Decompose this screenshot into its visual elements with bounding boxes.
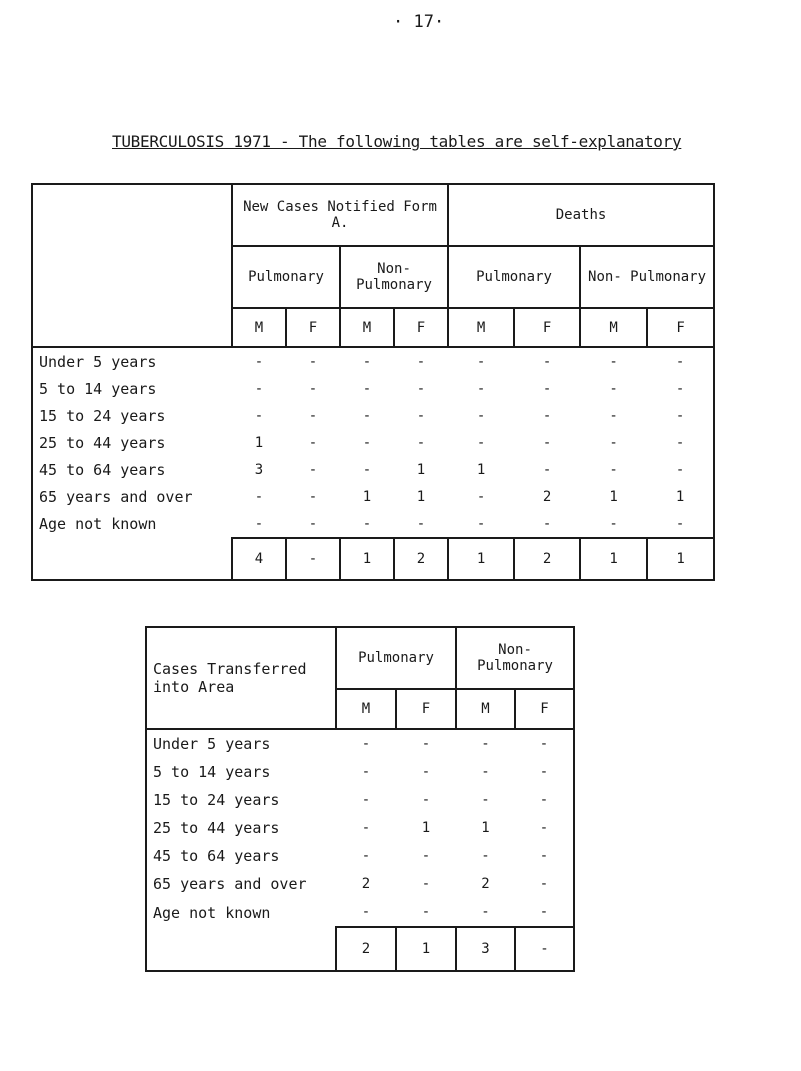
cell: - [308, 353, 318, 370]
cell: - [361, 764, 371, 780]
row-label: Age not known [153, 903, 271, 922]
cell: - [362, 380, 372, 397]
cell: - [675, 434, 685, 451]
row-label: Age not known [39, 515, 157, 533]
cell: - [476, 515, 486, 532]
row-label: Under 5 years [153, 735, 271, 753]
cell: - [539, 764, 549, 780]
cell: - [308, 488, 318, 505]
cell: 1 [416, 461, 426, 478]
cell: - [609, 461, 618, 478]
cell: - [609, 380, 618, 397]
cell: - [675, 380, 685, 397]
row-label: 15 to 24 years [153, 791, 280, 809]
row-label: 25 to 44 years [153, 819, 280, 837]
cell: - [362, 461, 372, 478]
row-label-header [32, 184, 232, 347]
cell: - [609, 515, 618, 532]
cell: - [609, 353, 618, 370]
cell: - [254, 407, 264, 424]
total-cell: 3 [456, 927, 515, 971]
mf-header: M [336, 689, 396, 729]
cell: 1 [609, 488, 618, 505]
total-cell: 1 [647, 538, 714, 580]
table-row [146, 814, 574, 842]
cell: - [481, 792, 490, 808]
cell: - [308, 380, 318, 397]
cell: - [416, 515, 426, 532]
mf-header: F [647, 308, 714, 347]
table-row [32, 347, 714, 375]
mf-header: F [515, 689, 574, 729]
mf-header: M [448, 308, 514, 347]
cell: - [539, 848, 549, 864]
cell: - [308, 461, 318, 478]
table-row [32, 402, 714, 429]
cell: - [254, 515, 264, 532]
transferred-title: Cases Transferred into Area [146, 627, 336, 729]
cell: - [609, 407, 618, 424]
cell: 2 [481, 876, 490, 892]
cell: - [539, 820, 549, 836]
row-label: Under 5 years [39, 352, 157, 371]
table-row [146, 842, 574, 870]
new-cases-header: New Cases Notified Form A. [232, 184, 448, 246]
mf-header: F [396, 689, 456, 729]
cell: - [362, 434, 372, 451]
cell: - [675, 461, 685, 478]
total-cell: 2 [514, 538, 580, 580]
table-row [32, 510, 714, 538]
table-row [32, 456, 714, 483]
cell: 3 [254, 461, 264, 478]
mf-header: F [514, 308, 580, 347]
cell: 2 [361, 876, 371, 892]
total-cell: 1 [580, 538, 647, 580]
totals-label [146, 927, 336, 971]
t2-non-pulmonary-header: Non- Pulmonary [456, 627, 574, 689]
mf-header: M [580, 308, 647, 347]
table-row [146, 758, 574, 786]
cell: 2 [542, 488, 552, 505]
row-label: 25 to 44 years [39, 433, 166, 452]
cell: - [675, 407, 685, 424]
total-cell: 4 [232, 538, 286, 580]
cell: 1 [675, 488, 685, 505]
table-row [32, 429, 714, 456]
cell: - [481, 904, 490, 920]
cell: - [421, 848, 431, 864]
cell: - [675, 515, 685, 532]
cell: - [361, 736, 371, 752]
cell: - [542, 407, 552, 424]
page-number: · 17· [393, 12, 445, 32]
cell: - [481, 736, 490, 752]
total-cell: - [286, 538, 340, 580]
cell: - [421, 904, 431, 920]
page-heading: TUBERCULOSIS 1971 - The following tables are self-explanatory [112, 132, 682, 151]
cell: - [476, 353, 486, 370]
table-row [146, 729, 574, 758]
cell: - [542, 434, 552, 451]
row-label: 45 to 64 years [39, 460, 166, 479]
deaths-pulmonary-header: Pulmonary [448, 246, 580, 308]
cell: - [361, 848, 371, 864]
cell: - [361, 820, 371, 836]
table-row [146, 898, 574, 927]
table-row [32, 483, 714, 510]
cell: 1 [416, 488, 426, 505]
cell: - [362, 407, 372, 424]
cell: - [362, 353, 372, 370]
cell: - [421, 876, 431, 892]
cell: - [481, 848, 490, 864]
cell: - [542, 515, 552, 532]
cases-pulmonary-header: Pulmonary [232, 246, 340, 308]
cell: - [254, 488, 264, 505]
cell: 1 [476, 461, 486, 478]
row-label: 45 to 64 years [153, 847, 280, 865]
cell: - [476, 380, 486, 397]
cell: - [542, 461, 552, 478]
cell: 1 [362, 488, 372, 505]
total-cell: - [515, 927, 574, 971]
cell: 1 [421, 820, 431, 836]
row-label: 65 years and over [39, 487, 193, 506]
row-label: 15 to 24 years [39, 406, 166, 425]
cell: - [476, 488, 486, 505]
cell: - [416, 434, 426, 451]
notifications-deaths-table [31, 183, 715, 581]
cell: - [539, 904, 549, 920]
cell: - [254, 353, 264, 370]
total-cell: 1 [396, 927, 456, 971]
total-cell: 2 [394, 538, 448, 580]
cell: - [308, 407, 318, 424]
cell: - [476, 407, 486, 424]
cell: - [542, 380, 552, 397]
cell: 1 [254, 434, 264, 451]
row-label: 5 to 14 years [39, 379, 157, 398]
cell: - [542, 353, 552, 370]
cell: - [539, 736, 549, 752]
cell: - [609, 434, 618, 451]
cases-transferred-table [145, 626, 575, 972]
cell: - [254, 380, 264, 397]
cell: - [416, 380, 426, 397]
cell: - [308, 515, 318, 532]
cell: - [421, 792, 431, 808]
cell: - [421, 764, 431, 780]
deaths-non-pulmonary-header: Non- Pulmonary [580, 246, 714, 308]
table-row [32, 375, 714, 402]
cell: - [539, 876, 549, 892]
totals-row [146, 927, 574, 971]
total-cell: 2 [336, 927, 396, 971]
totals-row [32, 538, 714, 580]
cell: - [476, 434, 486, 451]
cell: - [416, 407, 426, 424]
mf-header: M [232, 308, 286, 347]
cell: 1 [481, 820, 490, 836]
cell: - [421, 736, 431, 752]
cases-non-pulmonary-header: Non- Pulmonary [340, 246, 448, 308]
cell: - [539, 792, 549, 808]
cell: - [308, 434, 318, 451]
row-label: 5 to 14 years [153, 763, 271, 781]
mf-header: F [286, 308, 340, 347]
total-cell: 1 [448, 538, 514, 580]
cell: - [362, 515, 372, 532]
total-cell: 1 [340, 538, 394, 580]
mf-header: M [340, 308, 394, 347]
table-row [146, 870, 574, 898]
t2-pulmonary-header: Pulmonary [336, 627, 456, 689]
table-row [146, 786, 574, 814]
cell: - [481, 764, 490, 780]
cell: - [675, 353, 685, 370]
cell: - [361, 792, 371, 808]
totals-label [32, 538, 232, 580]
mf-header: M [456, 689, 515, 729]
row-label: 65 years and over [153, 875, 307, 893]
cell: - [361, 904, 371, 920]
cell: - [416, 353, 426, 370]
deaths-header: Deaths [448, 184, 714, 246]
mf-header: F [394, 308, 448, 347]
